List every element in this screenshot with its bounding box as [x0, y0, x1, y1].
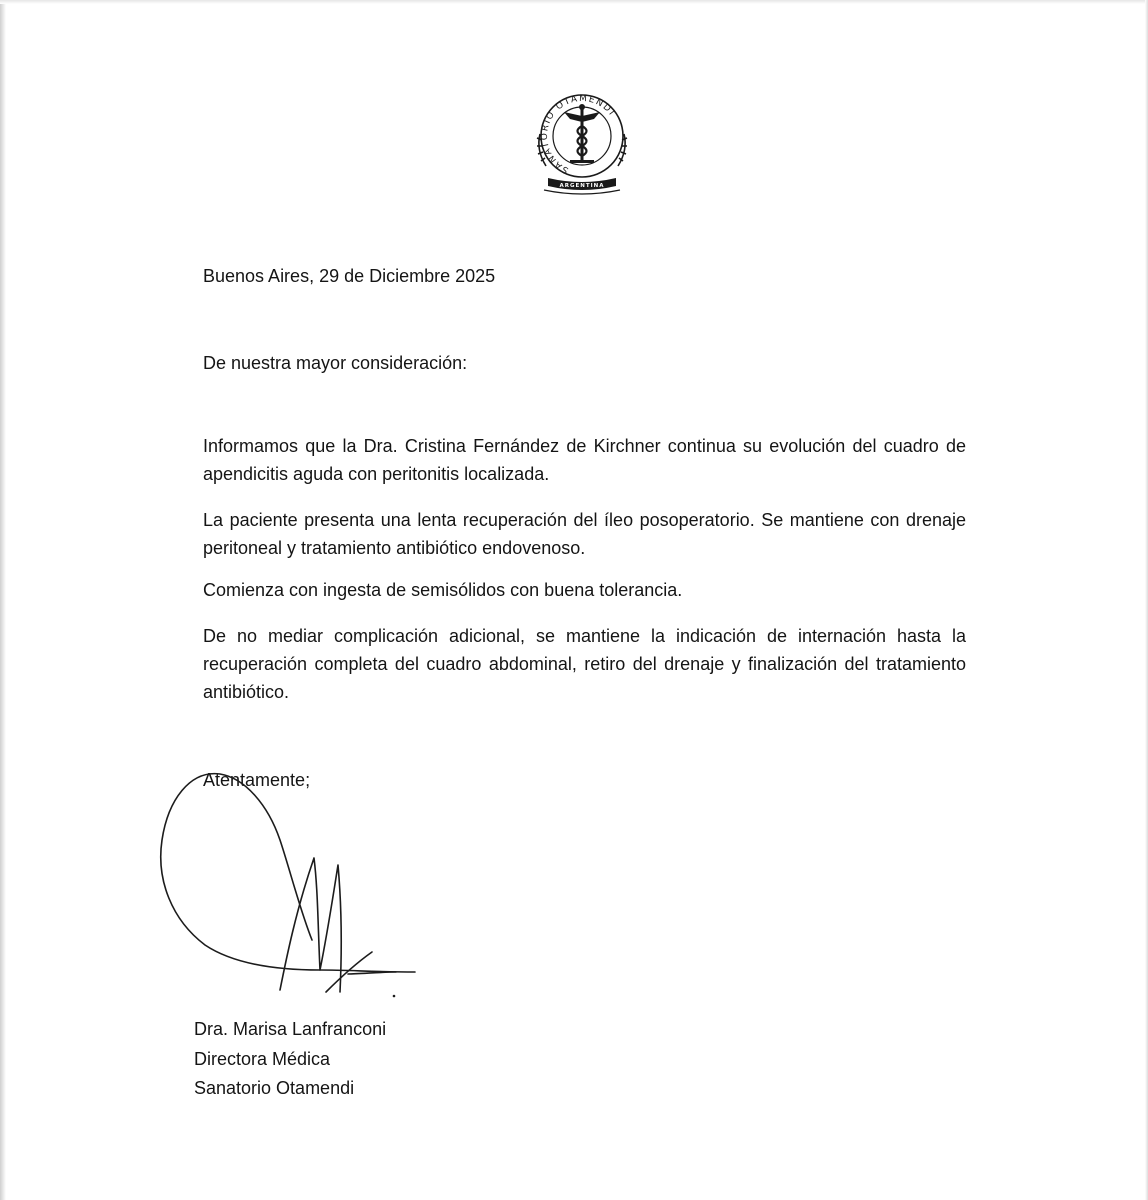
signer-organization: Sanatorio Otamendi: [194, 1078, 355, 1098]
body-paragraph: De no mediar complicación adicional, se mantiene la indicación de internación hasta la recuperación completa del cuadro abdominal, retiro del drenaje y finalización del tratamiento antibiótico.: [203, 626, 966, 702]
page-edge-shadow-left: [0, 0, 6, 1200]
greeting: De nuestra mayor consideración:: [203, 353, 468, 373]
sanatorio-seal-logo: [530, 86, 634, 200]
closing-line: Atentamente;: [203, 770, 311, 790]
date-line: Buenos Aires, 29 de Diciembre 2025: [203, 266, 496, 286]
page-edge-shadow-top: [0, 0, 1148, 4]
signer-name: Dra. Marisa Lanfranconi: [194, 1019, 387, 1039]
body-paragraph: Comienza con ingesta de semisólidos con buena tolerancia.: [203, 580, 683, 600]
svg-text:ARGENTINA: ARGENTINA: [559, 183, 605, 189]
body-paragraph: La paciente presenta una lenta recuperación del íleo posoperatorio. Se mantiene con drenaje peritoneal y tratamiento antibiótico endovenoso.: [203, 510, 966, 558]
handwritten-signature: [150, 760, 440, 1010]
body-paragraph: Informamos que la Dra. Cristina Fernández de Kirchner continua su evolución del cuadro de apendicitis aguda con peritonitis localizada.: [203, 436, 966, 484]
svg-text:SANATORIO OTAMENDI: SANATORIO OTAMENDI: [540, 93, 617, 175]
signer-title: Directora Médica: [194, 1049, 331, 1069]
